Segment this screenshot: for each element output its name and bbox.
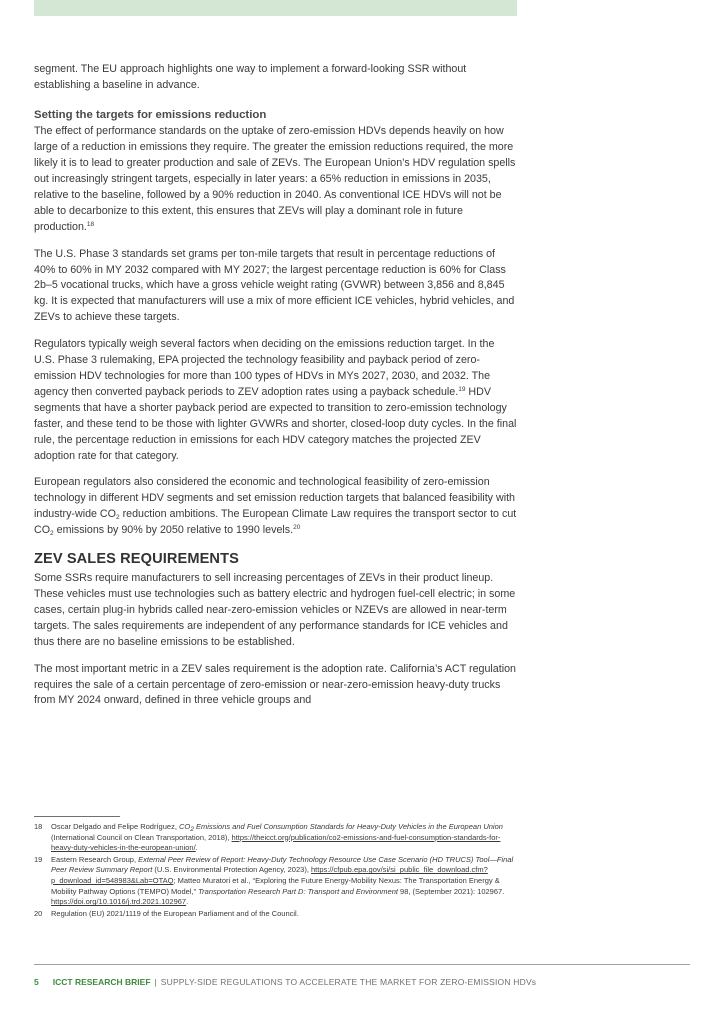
footnote-number: 20 [34, 908, 43, 918]
document-title: SUPPLY-SIDE REGULATIONS TO ACCELERATE THE MARKET FOR ZERO-EMISSION HDVs [160, 977, 537, 987]
footnote-second-ref: ; Matteo Muratori et al., “Exploring the Future Energy-Mobility Nexus: The Transportation Energy & Mobility Pathway Options (TEMPO) Model,” [51, 875, 500, 896]
footnote-ref-19[interactable]: 19 [458, 385, 466, 393]
footer-separator: | [154, 977, 157, 987]
footnote-number: 18 [34, 822, 43, 831]
paragraph-regulators [34, 337, 518, 464]
paragraph-european-text-b: reduction ambitions. The European Climate Law requires the transport sector to cut CO [34, 508, 517, 537]
footnote-title-b: Emissions and Fuel Consumption Standards for Heavy-Duty Vehicles in the European Union [193, 822, 503, 831]
footnote-19 [34, 855, 518, 908]
paragraph-regulators-text-b: HDV segments that have a shorter payback period are expected to transition to zero-emission technology faster, and these tend to be those with lighter GVWRs and shorter, closed-loop duty cycles. In the final rule, the percentage reduction in emissions for each HDV category matches the projected ZEV adoption rate for that category. [34, 385, 517, 462]
footnotes [34, 822, 518, 920]
paragraph-regulators-text-a: Regulators typically weigh several factors when deciding on the emissions reduction target. In the U.S. Phase 3 rulemaking, EPA projected the technology feasibility and payback period of zero-emission HDV technologies for more than 100 types of HDVs in MYs 2027, 2030, and 2032. The agency then converted payback periods to ZEV adoption rates using a payback schedule. [34, 338, 495, 398]
footnote-link[interactable]: https://cfpub.epa.gov/si/si_public_file_download.cfm?p_download_id=548983&Lab=OTAQ [51, 865, 488, 885]
brand-research-brief: RESEARCH BRIEF [74, 977, 151, 987]
footnote-end: . [186, 897, 189, 907]
paragraph-european-text-c: emissions by 90% by 2050 relative to 1990 levels. [53, 524, 294, 537]
paragraph-intro: segment. The EU approach highlights one way to implement a forward-looking SSR without establishing a baseline in advance. [34, 63, 467, 91]
footnote-text: Regulation (EU) 2021/1119 of the European Parliament and of the Council. [51, 908, 299, 918]
footnote-text [51, 822, 518, 854]
footnote-number: 19 [34, 854, 43, 864]
paragraph-targets [34, 124, 518, 235]
subscript-2: 2 [115, 514, 120, 522]
footer-divider [34, 964, 690, 965]
footnote-18 [34, 822, 518, 854]
footnote-title: External Peer Review of Report: Heavy-Duty Technology Resource Use Case Scenario (HD TRUCS) Tool—Final Peer Review Summary Report [51, 854, 514, 875]
footnote-title [179, 822, 503, 831]
paragraph-zev: Some SSRs require manufacturers to sell increasing percentages of ZEVs in their product lineup. These vehicles must use technologies such as battery electric and hydrogen fuel-cell electric; in some cases, certain plug-in hybrids called near-zero-emission vehicles or NZEVs are allowed in near-term targets. The sales requirements are independent of any performance standards for ICE vehicles and thus there are no baseline emissions to be established. [34, 572, 516, 648]
footnote-title-a: CO [179, 822, 191, 831]
brand-icct: ICCT [52, 977, 73, 987]
footnote-ref-18[interactable]: 18 [86, 220, 95, 228]
footnote-text [51, 855, 518, 908]
page-footer [34, 976, 536, 988]
footnote-volume: 98, (September 2021): 102967. [397, 886, 505, 896]
footnote-publisher: (U.S. Environmental Protection Agency, 2023), [152, 865, 311, 875]
footnote-link[interactable]: https://theicct.org/publication/co2-emissions-and-fuel-consumption-standards-for-heavy-duty-vehicles-in-the-european-union/ [51, 832, 501, 853]
heading-zev-sales: ZEV SALES REQUIREMENTS [34, 551, 239, 568]
paragraph-european-text-a: European regulators also considered the economic and technological feasibility of zero-emission technology in different HDV segments and set emission reduction targets that balanced feasibility with industry-wide CO [34, 476, 516, 521]
page-number: 5 [34, 977, 39, 987]
footnote-ref-20[interactable]: 20 [293, 524, 301, 532]
footnote-authors: Oscar Delgado and Felipe Rodríguez, [51, 822, 179, 831]
header-band [34, 0, 517, 16]
subscript-2: 2 [50, 530, 54, 538]
footnote-journal: Transportation Research Part D: Transport and Environment [198, 886, 398, 896]
footnote-divider [34, 816, 120, 817]
heading-setting-targets: Setting the targets for emissions reduction [34, 108, 267, 121]
footnote-publisher: (International Council on Clean Transportation, 2018), [51, 832, 232, 842]
footnote-link[interactable]: https://doi.org/10.1016/j.trd.2021.102967 [51, 897, 187, 907]
footnote-20 [34, 909, 518, 920]
footnote-end: . [195, 843, 198, 853]
footnote-title-sub: 2 [190, 826, 194, 833]
footnote-authors: Eastern Research Group, [51, 854, 139, 864]
paragraph-european [34, 475, 518, 539]
paragraph-metric: The most important metric in a ZEV sales requirement is the adoption rate. California’s ACT regulation requires the sale of a certain percentage of zero-emission or near-zero-emission heavy-duty trucks from MY 2024 onward, defined in three vehicle groups and [34, 662, 516, 707]
paragraph-us-phase3: The U.S. Phase 3 standards set grams per ton-mile targets that result in percentage reductions of 40% to 60% in MY 2032 compared with MY 2027; the largest percentage reduction is 60% for Class 2b–5 vocational trucks, which have a gross vehicle weight rating (GVWR) between 3,856 and 8,845 kg. It is expected that manufacturers will use a mix of more efficient ICE vehicles, hybrid vehicles, and ZEVs to achieve these targets. [34, 247, 515, 324]
paragraph-targets-text: The effect of performance standards on the uptake of zero-emission HDVs depends heavily on how large of a reduction in emissions they require. The greater the emission reductions required, the more likely it is to lead to greater production and sale of ZEVs. The European Union’s HDV regulation spells out increasingly stringent targets, especially in later years: a 65% reduction in emissions in 2035, relative to the baseline, followed by a 90% reduction in 2040. As conventional ICE HDVs will not be able to decarbonize to this extent, this ensures that ZEVs will play a dominant role in future production. [34, 125, 516, 233]
main-content [34, 62, 518, 709]
